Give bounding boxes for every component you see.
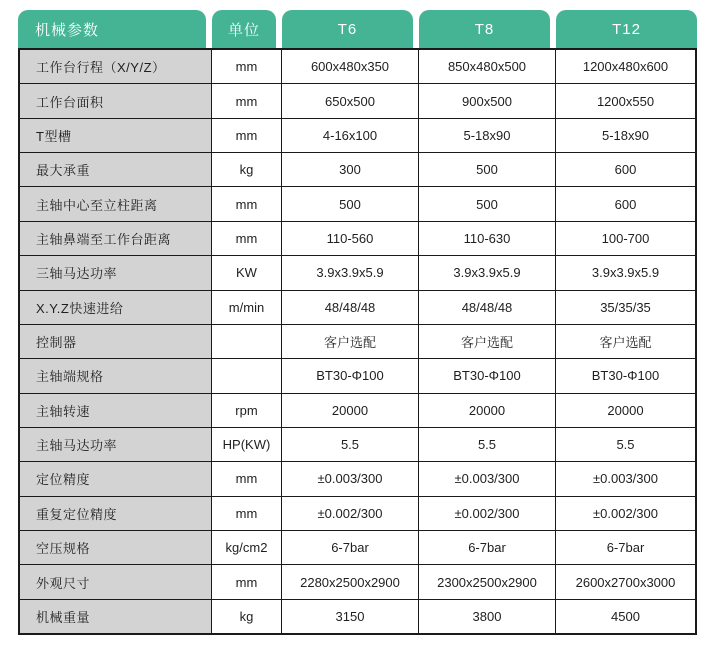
value-cell-t8: 20000 — [419, 394, 556, 427]
table-row — [20, 84, 695, 118]
unit-cell — [212, 325, 282, 358]
value-cell-t6: 110-560 — [282, 222, 419, 255]
value-cell-t6: 4-16x100 — [282, 119, 419, 152]
table-row — [20, 497, 695, 531]
value-cell-t12: ±0.002/300 — [556, 497, 695, 530]
value-cell-t8: 3800 — [419, 600, 556, 633]
table-row — [20, 153, 695, 187]
value-cell-t6: 650x500 — [282, 84, 419, 117]
table-row — [20, 462, 695, 496]
table-body — [18, 48, 697, 635]
value-cell-t6: 3.9x3.9x5.9 — [282, 256, 419, 289]
unit-cell: mm — [212, 119, 282, 152]
unit-cell: kg/cm2 — [212, 531, 282, 564]
value-cell-t6: 5.5 — [282, 428, 419, 461]
row-label-cell: 定位精度 — [20, 462, 212, 495]
value-cell-t12: 100-700 — [556, 222, 695, 255]
table-row — [20, 187, 695, 221]
unit-cell: rpm — [212, 394, 282, 427]
value-cell-t6: 20000 — [282, 394, 419, 427]
row-label-cell: 工作台面积 — [20, 84, 212, 117]
value-cell-t6: 600x480x350 — [282, 50, 419, 83]
value-cell-t8: 5-18x90 — [419, 119, 556, 152]
row-label-cell: 主轴马达功率 — [20, 428, 212, 461]
value-cell-t12: 5-18x90 — [556, 119, 695, 152]
value-cell-t12: 20000 — [556, 394, 695, 427]
row-label-cell: 主轴中心至立柱距离 — [20, 187, 212, 220]
table-row — [20, 565, 695, 599]
unit-cell: mm — [212, 497, 282, 530]
value-cell-t12: 600 — [556, 153, 695, 186]
header-model-t8-tab: T8 — [419, 10, 550, 48]
value-cell-t12: 客户选配 — [556, 325, 695, 358]
value-cell-t12: 35/35/35 — [556, 291, 695, 324]
table-row — [20, 428, 695, 462]
value-cell-t6: ±0.003/300 — [282, 462, 419, 495]
unit-cell: mm — [212, 222, 282, 255]
unit-cell: KW — [212, 256, 282, 289]
value-cell-t6: 6-7bar — [282, 531, 419, 564]
row-label-cell: 外观尺寸 — [20, 565, 212, 598]
value-cell-t8: 48/48/48 — [419, 291, 556, 324]
unit-cell: mm — [212, 462, 282, 495]
value-cell-t8: 客户选配 — [419, 325, 556, 358]
row-label-cell: 重复定位精度 — [20, 497, 212, 530]
row-label-cell: 控制器 — [20, 325, 212, 358]
row-label-cell: 主轴鼻端至工作台距离 — [20, 222, 212, 255]
table-row — [20, 359, 695, 393]
table-row — [20, 50, 695, 84]
value-cell-t6: 48/48/48 — [282, 291, 419, 324]
value-cell-t12: 5.5 — [556, 428, 695, 461]
value-cell-t12: ±0.003/300 — [556, 462, 695, 495]
value-cell-t6: 300 — [282, 153, 419, 186]
unit-cell: mm — [212, 565, 282, 598]
unit-cell — [212, 359, 282, 392]
unit-cell: kg — [212, 600, 282, 633]
table-row — [20, 531, 695, 565]
value-cell-t6: ±0.002/300 — [282, 497, 419, 530]
value-cell-t12: 1200x480x600 — [556, 50, 695, 83]
unit-cell: HP(KW) — [212, 428, 282, 461]
value-cell-t12: 6-7bar — [556, 531, 695, 564]
value-cell-t8: 3.9x3.9x5.9 — [419, 256, 556, 289]
value-cell-t8: 500 — [419, 153, 556, 186]
row-label-cell: 主轴转速 — [20, 394, 212, 427]
unit-cell: mm — [212, 187, 282, 220]
table-row — [20, 325, 695, 359]
value-cell-t8: 900x500 — [419, 84, 556, 117]
value-cell-t6: 2280x2500x2900 — [282, 565, 419, 598]
value-cell-t8: 5.5 — [419, 428, 556, 461]
header-model-t12-tab: T12 — [556, 10, 697, 48]
unit-cell: kg — [212, 153, 282, 186]
value-cell-t8: 500 — [419, 187, 556, 220]
value-cell-t12: 3.9x3.9x5.9 — [556, 256, 695, 289]
table-row — [20, 394, 695, 428]
value-cell-t8: 850x480x500 — [419, 50, 556, 83]
table-header-row — [18, 10, 697, 48]
header-unit-tab: 单位 — [212, 10, 276, 48]
value-cell-t8: BT30-Φ100 — [419, 359, 556, 392]
value-cell-t12: 2600x2700x3000 — [556, 565, 695, 598]
row-label-cell: 机械重量 — [20, 600, 212, 633]
row-label-cell: 三轴马达功率 — [20, 256, 212, 289]
row-label-cell: 空压规格 — [20, 531, 212, 564]
value-cell-t12: 600 — [556, 187, 695, 220]
value-cell-t6: 3150 — [282, 600, 419, 633]
value-cell-t12: BT30-Φ100 — [556, 359, 695, 392]
value-cell-t6: 客户选配 — [282, 325, 419, 358]
machine-spec-table — [18, 10, 697, 635]
value-cell-t8: ±0.003/300 — [419, 462, 556, 495]
row-label-cell: X.Y.Z快速进给 — [20, 291, 212, 324]
unit-cell: mm — [212, 84, 282, 117]
row-label-cell: 主轴端规格 — [20, 359, 212, 392]
value-cell-t6: 500 — [282, 187, 419, 220]
value-cell-t8: 110-630 — [419, 222, 556, 255]
value-cell-t12: 4500 — [556, 600, 695, 633]
value-cell-t8: ±0.002/300 — [419, 497, 556, 530]
unit-cell: mm — [212, 50, 282, 83]
value-cell-t8: 6-7bar — [419, 531, 556, 564]
row-label-cell: 工作台行程（X/Y/Z） — [20, 50, 212, 83]
header-param-tab: 机械参数 — [18, 10, 206, 48]
table-row — [20, 256, 695, 290]
table-row — [20, 119, 695, 153]
value-cell-t12: 1200x550 — [556, 84, 695, 117]
value-cell-t8: 2300x2500x2900 — [419, 565, 556, 598]
header-model-t6-tab: T6 — [282, 10, 413, 48]
row-label-cell: T型槽 — [20, 119, 212, 152]
table-row — [20, 600, 695, 633]
unit-cell: m/min — [212, 291, 282, 324]
table-row — [20, 222, 695, 256]
value-cell-t6: BT30-Φ100 — [282, 359, 419, 392]
row-label-cell: 最大承重 — [20, 153, 212, 186]
table-row — [20, 291, 695, 325]
